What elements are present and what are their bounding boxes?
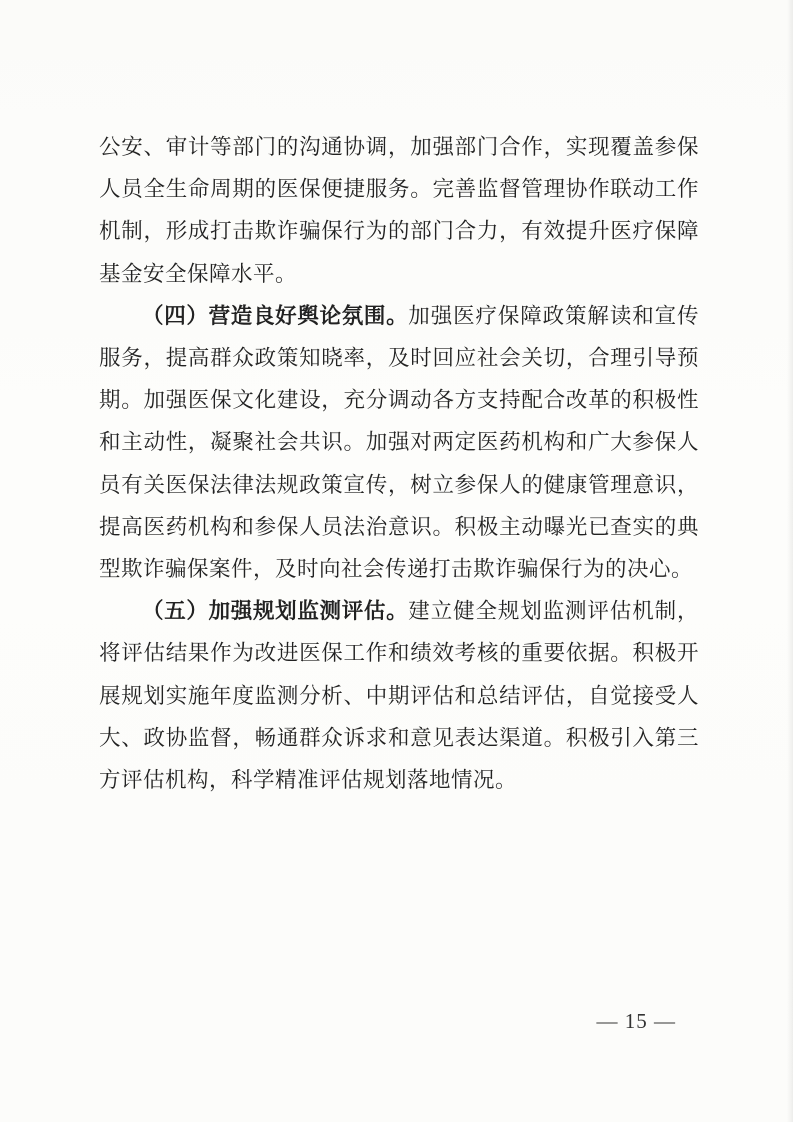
paragraph-continuation: [99, 127, 699, 296]
page-edge-shadow: [787, 0, 793, 1122]
page-number: — 15 —: [596, 1009, 676, 1033]
paragraph-text: 公安、审计等部门的沟通协调，加强部门合作，实现覆盖参保人员全生命周期的医保便捷服务。完善监督管理协作联动工作机制，形成打击欺诈骗保行为的部门合力，有效提升医疗保障基金安全保障水平。: [99, 135, 699, 287]
body-text: [99, 127, 699, 802]
paragraph-section-5: [99, 591, 699, 802]
section-heading: （五）加强规划监测评估。: [142, 599, 409, 625]
paragraph-text: 加强医疗保障政策解读和宣传服务，提高群众政策知晓率，及时回应社会关切，合理引导预期。加强医保文化建设，充分调动各方支持配合改革的积极性和主动性，凝聚社会共识。加强对两定医药机构和广大参保人员有关医保法律法规政策宣传，树立参保人的健康管理意识，提高医药机构和参保人员法治意识。积极主动曝光已查实的典型欺诈骗保案件，及时向社会传递打击欺诈骗保行为的决心。: [99, 303, 699, 583]
section-heading: （四）营造良好舆论氛围。: [142, 303, 409, 329]
paragraph-section-4: [99, 296, 699, 591]
paragraph-text: 建立健全规划监测评估机制，将评估结果作为改进医保工作和绩效考核的重要依据。积极开展规划实施年度监测分析、中期评估和总结评估，自觉接受人大、政协监督，畅通群众诉求和意见表达渠道。积极引入第三方评估机构，科学精准评估规划落地情况。: [99, 599, 699, 794]
